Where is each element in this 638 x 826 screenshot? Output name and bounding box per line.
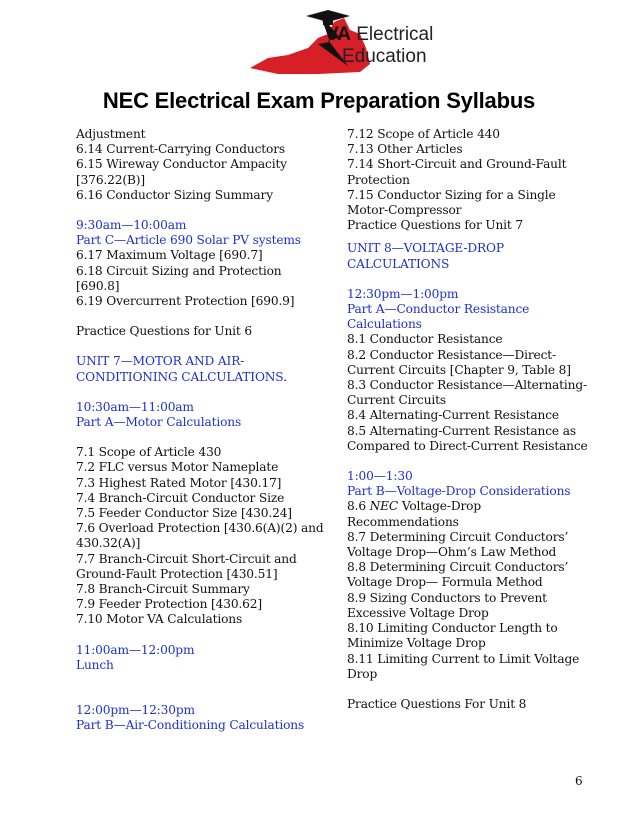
part-heading: Part C—Article 690 Solar PV systems bbox=[76, 233, 301, 248]
syllabus-line: 8.1 Conductor Resistance bbox=[347, 332, 503, 347]
syllabus-line: Ground-Fault Protection [430.51] bbox=[76, 566, 278, 581]
session-time: 1:00—1:30 bbox=[347, 469, 413, 484]
right-column bbox=[347, 127, 597, 712]
lunch-label: Lunch bbox=[76, 657, 114, 672]
unit-heading: UNIT 7—MOTOR AND AIR- bbox=[76, 354, 245, 369]
unit-heading-line2 bbox=[76, 370, 338, 385]
practice-questions: Practice Questions for Unit 6 bbox=[76, 324, 252, 339]
syllabus-line: Protection bbox=[347, 172, 410, 187]
syllabus-line: 7.13 Other Articles bbox=[347, 142, 463, 157]
syllabus-line: 8.9 Sizing Conductors to Prevent bbox=[347, 590, 547, 605]
syllabus-line: 8.11 Limiting Current to Limit Voltage bbox=[347, 651, 580, 666]
syllabus-line: 7.1 Scope of Article 430 bbox=[76, 445, 222, 460]
syllabus-line: 7.7 Branch-Circuit Short-Circuit and bbox=[76, 551, 297, 566]
syllabus-line: Drop bbox=[347, 666, 378, 681]
page-title: NEC Electrical Exam Preparation Syllabus bbox=[102, 88, 536, 113]
unit-heading: UNIT 8—VOLTAGE-DROP bbox=[347, 241, 504, 256]
syllabus-line: 6.19 Overcurrent Protection [690.9] bbox=[76, 294, 295, 309]
syllabus-line: 7.8 Branch-Circuit Summary bbox=[76, 582, 250, 597]
page-number: 6 bbox=[575, 774, 583, 788]
syllabus-line: 7.6 Overload Protection [430.6(A)(2) and bbox=[76, 521, 324, 536]
syllabus-line: [690.8] bbox=[76, 278, 120, 293]
session-time: 12:30pm—1:00pm bbox=[347, 286, 459, 301]
syllabus-line: 7.3 Highest Rated Motor [430.17] bbox=[76, 475, 282, 490]
unit-heading-dot: . bbox=[283, 369, 287, 384]
syllabus-line: Voltage Drop— Formula Method bbox=[347, 575, 543, 590]
unit-heading-text: CONDITIONING CALCULATIONS bbox=[76, 369, 284, 384]
syllabus-line: 8.8 Determining Circuit Conductors’ bbox=[347, 560, 569, 575]
left-column bbox=[76, 127, 338, 734]
brand-name bbox=[326, 24, 433, 68]
syllabus-line: 8.2 Conductor Resistance—Direct- bbox=[347, 347, 556, 362]
syllabus-line: 7.12 Scope of Article 440 bbox=[347, 127, 500, 141]
syllabus-line: 6.17 Maximum Voltage [690.7] bbox=[76, 248, 263, 263]
brand-va: VA bbox=[326, 24, 351, 45]
syllabus-line: 7.5 Feeder Conductor Size [430.24] bbox=[76, 506, 292, 521]
syllabus-line: 8.3 Conductor Resistance—Alternating- bbox=[347, 378, 587, 393]
syllabus-line: Compared to Direct-Current Resistance bbox=[347, 438, 588, 453]
session-time: 12:00pm—12:30pm bbox=[76, 703, 195, 718]
syllabus-line bbox=[347, 499, 597, 514]
syllabus-line: 8.4 Alternating-Current Resistance bbox=[347, 408, 559, 423]
syllabus-line: Excessive Voltage Drop bbox=[347, 605, 489, 620]
practice-questions: Practice Questions for Unit 7 bbox=[347, 218, 523, 233]
nec-italic: NEC bbox=[369, 499, 399, 514]
syllabus-line: 7.14 Short-Circuit and Ground-Fault bbox=[347, 157, 567, 172]
syllabus-line: 6.14 Current-Carrying Conductors bbox=[76, 142, 285, 157]
unit-heading: CALCULATIONS bbox=[347, 256, 450, 271]
line-prefix: 8.6 bbox=[347, 499, 370, 514]
syllabus-line: 8.5 Alternating-Current Resistance as bbox=[347, 423, 576, 438]
session-time: 10:30am—11:00am bbox=[76, 399, 194, 414]
syllabus-line: Voltage Drop—Ohm’s Law Method bbox=[347, 545, 557, 560]
syllabus-line: 8.10 Limiting Conductor Length to bbox=[347, 621, 558, 636]
syllabus-line: Current Circuits bbox=[347, 393, 447, 408]
part-heading: Part A—Motor Calculations bbox=[76, 415, 242, 430]
brand-electrical: Electrical bbox=[350, 24, 434, 45]
part-heading: Part B—Air-Conditioning Calculations bbox=[76, 718, 305, 733]
syllabus-line: 7.9 Feeder Protection [430.62] bbox=[76, 597, 262, 612]
practice-questions: Practice Questions For Unit 8 bbox=[347, 696, 527, 711]
session-time: 11:00am—12:00pm bbox=[76, 642, 195, 657]
part-heading: Calculations bbox=[347, 317, 422, 332]
brand-education: Education bbox=[342, 46, 427, 67]
syllabus-line: Current Circuits [Chapter 9, Table 8] bbox=[347, 362, 571, 377]
part-heading: Part B—Voltage-Drop Considerations bbox=[347, 484, 571, 499]
syllabus-line: 7.4 Branch-Circuit Conductor Size bbox=[76, 490, 285, 505]
syllabus-line: 7.2 FLC versus Motor Nameplate bbox=[76, 460, 279, 475]
syllabus-line: Minimize Voltage Drop bbox=[347, 636, 486, 651]
syllabus-line: 6.15 Wireway Conductor Ampacity bbox=[76, 157, 287, 172]
syllabus-line: Adjustment bbox=[76, 127, 146, 141]
syllabus-line: 6.18 Circuit Sizing and Protection bbox=[76, 263, 282, 278]
syllabus-line: [376.22(B)] bbox=[76, 172, 145, 187]
syllabus-line: 7.15 Conductor Sizing for a Single bbox=[347, 187, 556, 202]
line-suffix: Voltage-Drop bbox=[398, 499, 481, 514]
syllabus-line: 7.10 Motor VA Calculations bbox=[76, 612, 243, 627]
session-time: 9:30am—10:00am bbox=[76, 218, 187, 233]
part-heading: Part A—Conductor Resistance bbox=[347, 302, 530, 317]
syllabus-line: Recommendations bbox=[347, 514, 459, 529]
syllabus-line: Motor-Compressor bbox=[347, 203, 462, 218]
syllabus-line: 6.16 Conductor Sizing Summary bbox=[76, 187, 273, 202]
syllabus-line: 8.7 Determining Circuit Conductors’ bbox=[347, 529, 569, 544]
syllabus-line: 430.32(A)] bbox=[76, 536, 141, 551]
